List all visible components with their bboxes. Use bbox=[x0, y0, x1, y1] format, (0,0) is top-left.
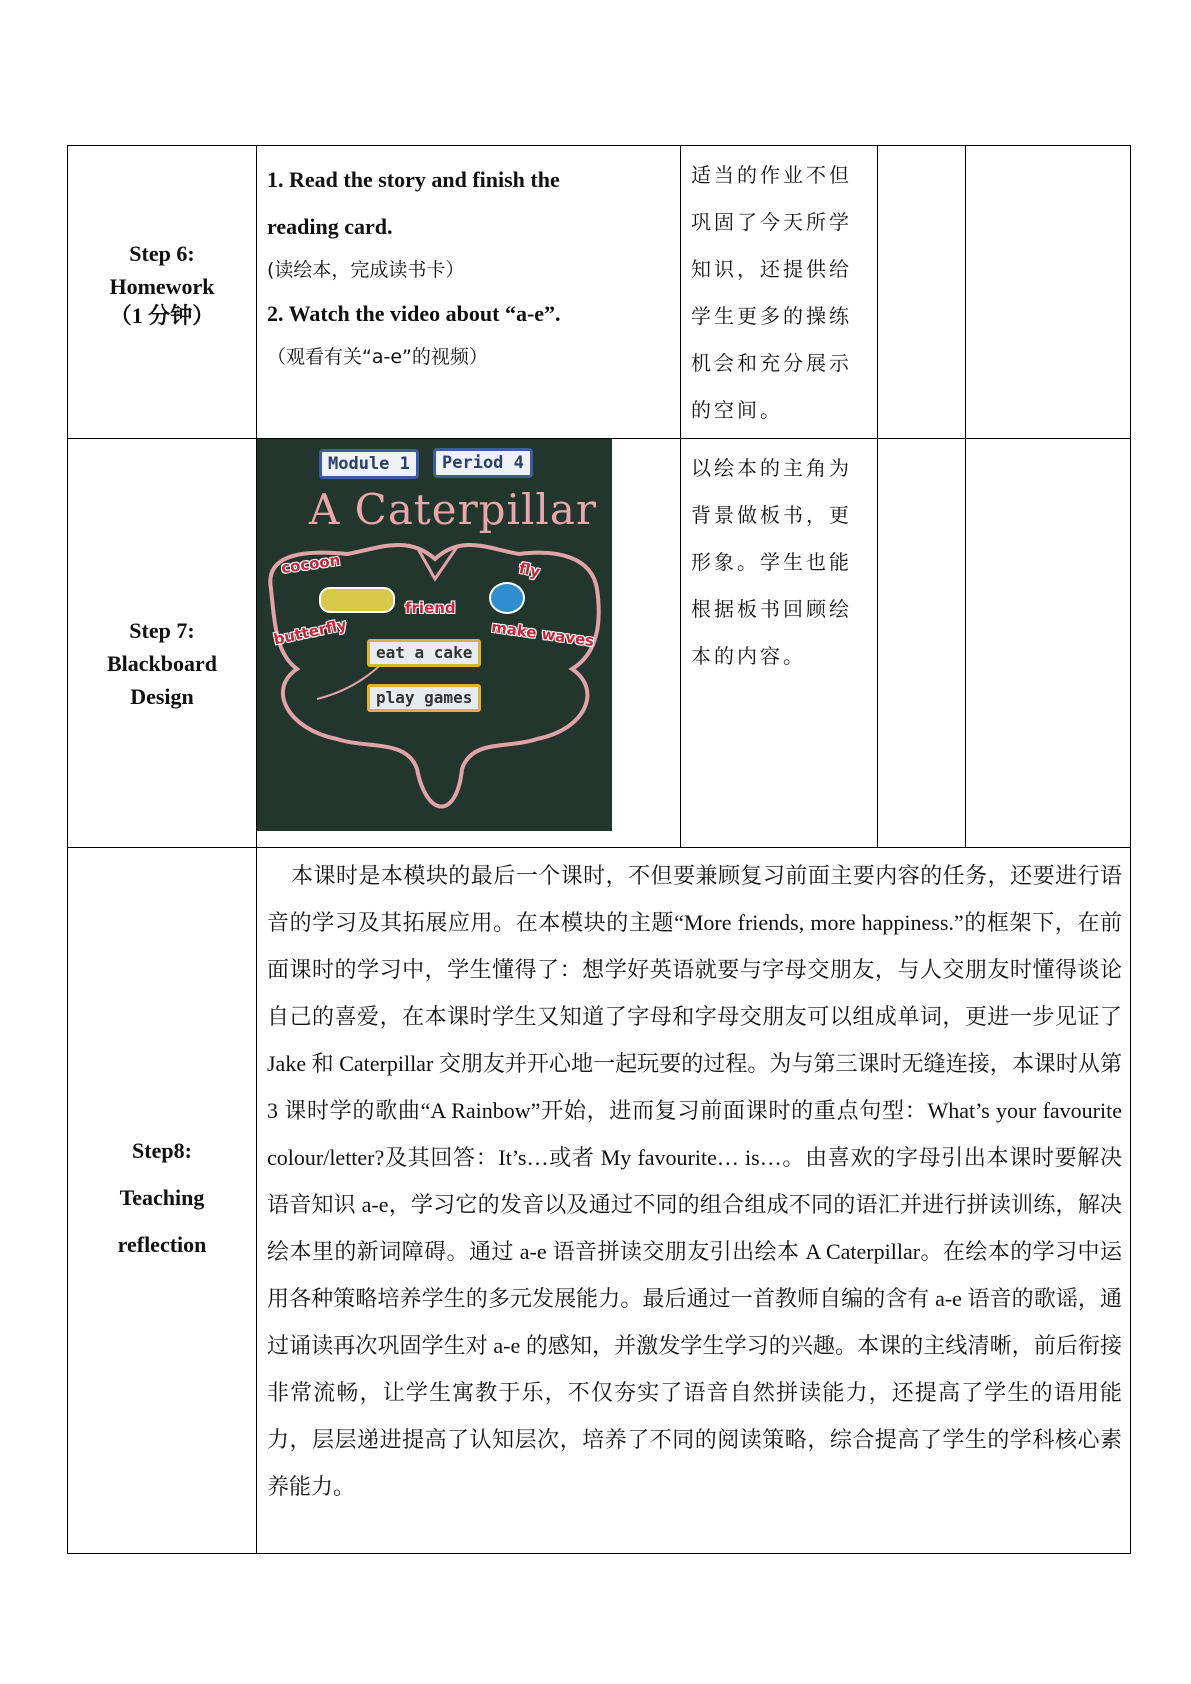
homework-line-3: (读绘本，完成读书卡） bbox=[267, 259, 465, 281]
card-play-games: play games bbox=[367, 684, 481, 712]
purpose-cell bbox=[681, 439, 878, 848]
step-title: Step8: bbox=[132, 1138, 192, 1163]
word-fly: fly bbox=[517, 559, 542, 581]
homework-line-4: 2. Watch the video about “a-e”. bbox=[267, 301, 561, 326]
step-title: Step 6: bbox=[129, 241, 195, 266]
step-title: Step 7: bbox=[129, 618, 195, 643]
row-step6 bbox=[68, 146, 1131, 439]
period-tag: Period 4 bbox=[433, 448, 533, 478]
homework-line-2: reading card. bbox=[267, 214, 393, 239]
reflection-text: 本课时是本模块的最后一个课时，不但要兼顾复习前面主要内容的任务，还要进行语音的学习及其拓展应用。在本模块的主题“More friends, more happiness.”的框架下，在前面课时的学习中，学生懂得了：想学好英语就要与字母交朋友，与人交朋友时懂得谈论自己的喜爱，在本课时学生又知道了字母和字母交朋友可以组成单词，更进一步见证了 Jake 和 Caterpillar 交朋友并开心地一起玩要的过程。为与第三课时无缝连接，本课时从第 3 课时学的歌曲“A Rainbow”开始，进而复习前面课时的重点句型：What’s your favourite colour/letter?及其回答：It’s…或者 My favourite… is…。由喜欢的字母引出本课时要解决语音知识 a-e，学习它的发音以及通过不同的组合组成不同的语汇并进行拼读训练，解决绘本里的新词障碍。通过 a-e 语音拼读交朋友引出绘本 A Caterpillar。在绘本的学习中运用各种策略培养学生的多元发展能力。最后通过一首教师自编的含有 a-e 语音的歌谣，通过诵读再次巩固学生对 a-e 的感知，并激发学生学习的兴趣。本课的主线清晰，前后衔接非常流畅，让学生寓教于乐，不仅夯实了语音自然拼读能力，还提高了学生的语用能力，层层递进提高了认知层次，培养了不同的阅读策略，综合提高了学生的学科核心素养能力。 bbox=[267, 863, 1122, 1499]
step-subtitle-2: reflection bbox=[117, 1232, 207, 1257]
word-make-waves: make waves bbox=[490, 617, 596, 651]
step-subtitle: Homework bbox=[109, 274, 215, 299]
empty-cell bbox=[966, 146, 1131, 439]
step-time: （1 分钟） bbox=[109, 303, 215, 328]
empty-cell bbox=[966, 439, 1131, 848]
step-cell bbox=[68, 848, 257, 1554]
row-step7 bbox=[68, 439, 1131, 848]
lesson-plan-table bbox=[67, 145, 1131, 1554]
step-subtitle: Teaching bbox=[119, 1185, 205, 1210]
word-friend: friend bbox=[405, 599, 456, 617]
purpose-text: 以绘本的主角为背景做板书，更形象。学生也能根据板书回顾绘本的内容。 bbox=[691, 456, 852, 668]
word-cocoon: cocoon bbox=[280, 550, 342, 578]
step-subtitle-2: Design bbox=[130, 684, 194, 709]
step-cell bbox=[68, 146, 257, 439]
row-step8 bbox=[68, 848, 1131, 1554]
blackboard-photo bbox=[257, 439, 612, 831]
reflection-cell bbox=[257, 848, 1131, 1554]
word-butterfly: butterfly bbox=[271, 615, 349, 649]
module-tag: Module 1 bbox=[319, 449, 419, 479]
homework-line-1: 1. Read the story and finish the bbox=[267, 167, 560, 192]
empty-cell bbox=[878, 439, 966, 848]
caterpillar-sticker bbox=[319, 587, 395, 613]
card-eat-a-cake: eat a cake bbox=[367, 639, 481, 667]
step-cell bbox=[68, 439, 257, 848]
blackboard-photo-cell bbox=[257, 439, 681, 848]
bird-sticker bbox=[489, 582, 525, 614]
empty-cell bbox=[878, 146, 966, 439]
activity-cell bbox=[257, 146, 681, 439]
step-subtitle: Blackboard bbox=[106, 651, 218, 676]
homework-line-5: （观看有关“a-e”的视频） bbox=[267, 346, 488, 368]
purpose-text: 适当的作业不但巩固了今天所学知识，还提供给学生更多的操练机会和充分展示的空间。 bbox=[691, 163, 852, 422]
purpose-cell bbox=[681, 146, 878, 439]
blackboard-title: A Caterpillar bbox=[309, 485, 597, 534]
